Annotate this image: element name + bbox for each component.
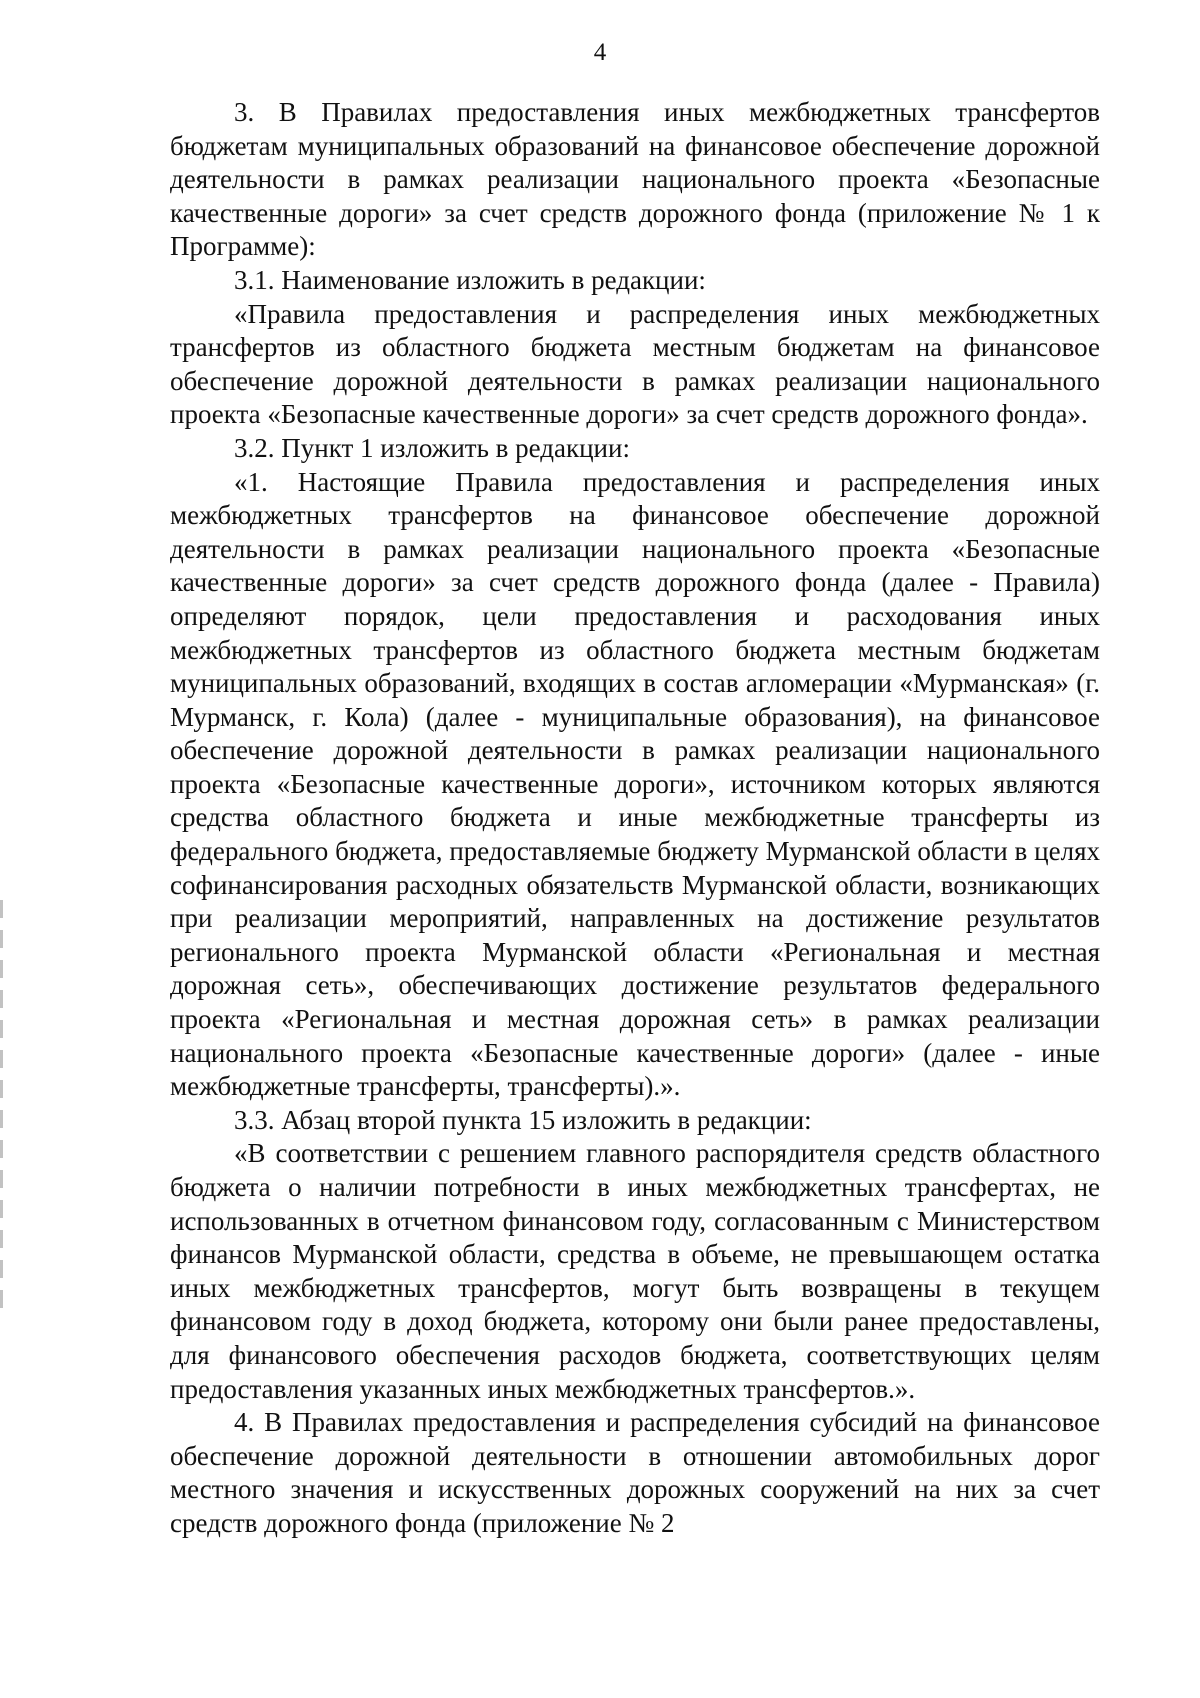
scan-edge-artifact <box>0 900 3 1320</box>
paragraph-item-3-1: 3.1. Наименование изложить в редакции: <box>234 264 706 295</box>
paragraph-quoted-point-15: «В соответствии с решением главного распорядителя средств областного бюджета о наличии потребности в иных межбюджетных трансфертах, не использованных в отчетном финансовом году, согласованным с Министерством финансов Мурманской области, средства в объеме, не превышающем остатка иных межбюджетных трансфертов, могут быть возвращены в текущем финансовом году в доход бюджета, которому они были ранее предоставлены, для финансового обеспечения расходов бюджета, соответствующих целям предоставления указанных иных межбюджетных трансфертов.». <box>170 1138 1100 1404</box>
document-body <box>170 96 1100 1541</box>
paragraph-item-3: 3. В Правилах предоставления иных межбюджетных трансфертов бюджетам муниципальных образований на финансовое обеспечение дорожной деятельности в рамках реализации национального проекта «Безопасные качественные дороги» за счет средств дорожного фонда (приложение № 1 к Программе): <box>170 97 1100 262</box>
paragraph-item-3-2: 3.2. Пункт 1 изложить в редакции: <box>234 432 630 463</box>
paragraph-quoted-point-1: «1. Настоящие Правила предоставления и распределения иных межбюджетных трансфертов на финансовое обеспечение дорожной деятельности в рамках реализации национального проекта «Безопасные качественные дороги» за счет средств дорожного фонда (далее - Правила) определяют порядок, цели предоставления и расходования иных межбюджетных трансфертов из областного бюджета местным бюджетам муниципальных образований, входящих в состав агломерации «Мурманская» (г. Мурманск, г. Кола) (далее - муниципальные образования), на финансовое обеспечение дорожной деятельности в рамках реализации национального проекта «Безопасные качественные дороги», источником которых являются средства областного бюджета и иные межбюджетные трансферты из федерального бюджета, предоставляемые бюджету Мурманской области в целях софинансирования расходных обязательств Мурманской области, возникающих при реализации мероприятий, направленных на достижение результатов регионального проекта Мурманской области «Региональная и местная дорожная сеть», обеспечивающих достижение результатов федерального проекта «Региональная и местная дорожная сеть» в рамках реализации национального проекта «Безопасные качественные дороги» (далее - иные межбюджетные трансферты, трансферты).». <box>170 466 1100 1102</box>
paragraph-quoted-title: «Правила предоставления и распределения иных межбюджетных трансфертов из областного бюджета местным бюджетам на финансовое обеспечение дорожной деятельности в рамках реализации национального проекта «Безопасные качественные дороги» за счет средств дорожного фонда». <box>170 298 1100 430</box>
paragraph-item-3-3: 3.3. Абзац второй пункта 15 изложить в редакции: <box>234 1104 812 1135</box>
page-number: 4 <box>593 39 607 66</box>
paragraph-item-4: 4. В Правилах предоставления и распределения субсидий на финансовое обеспечение дорожной деятельности в отношении автомобильных дорог местного значения и искусственных дорожных сооружений на них за счет средств дорожного фонда (приложение № 2 <box>170 1407 1100 1538</box>
